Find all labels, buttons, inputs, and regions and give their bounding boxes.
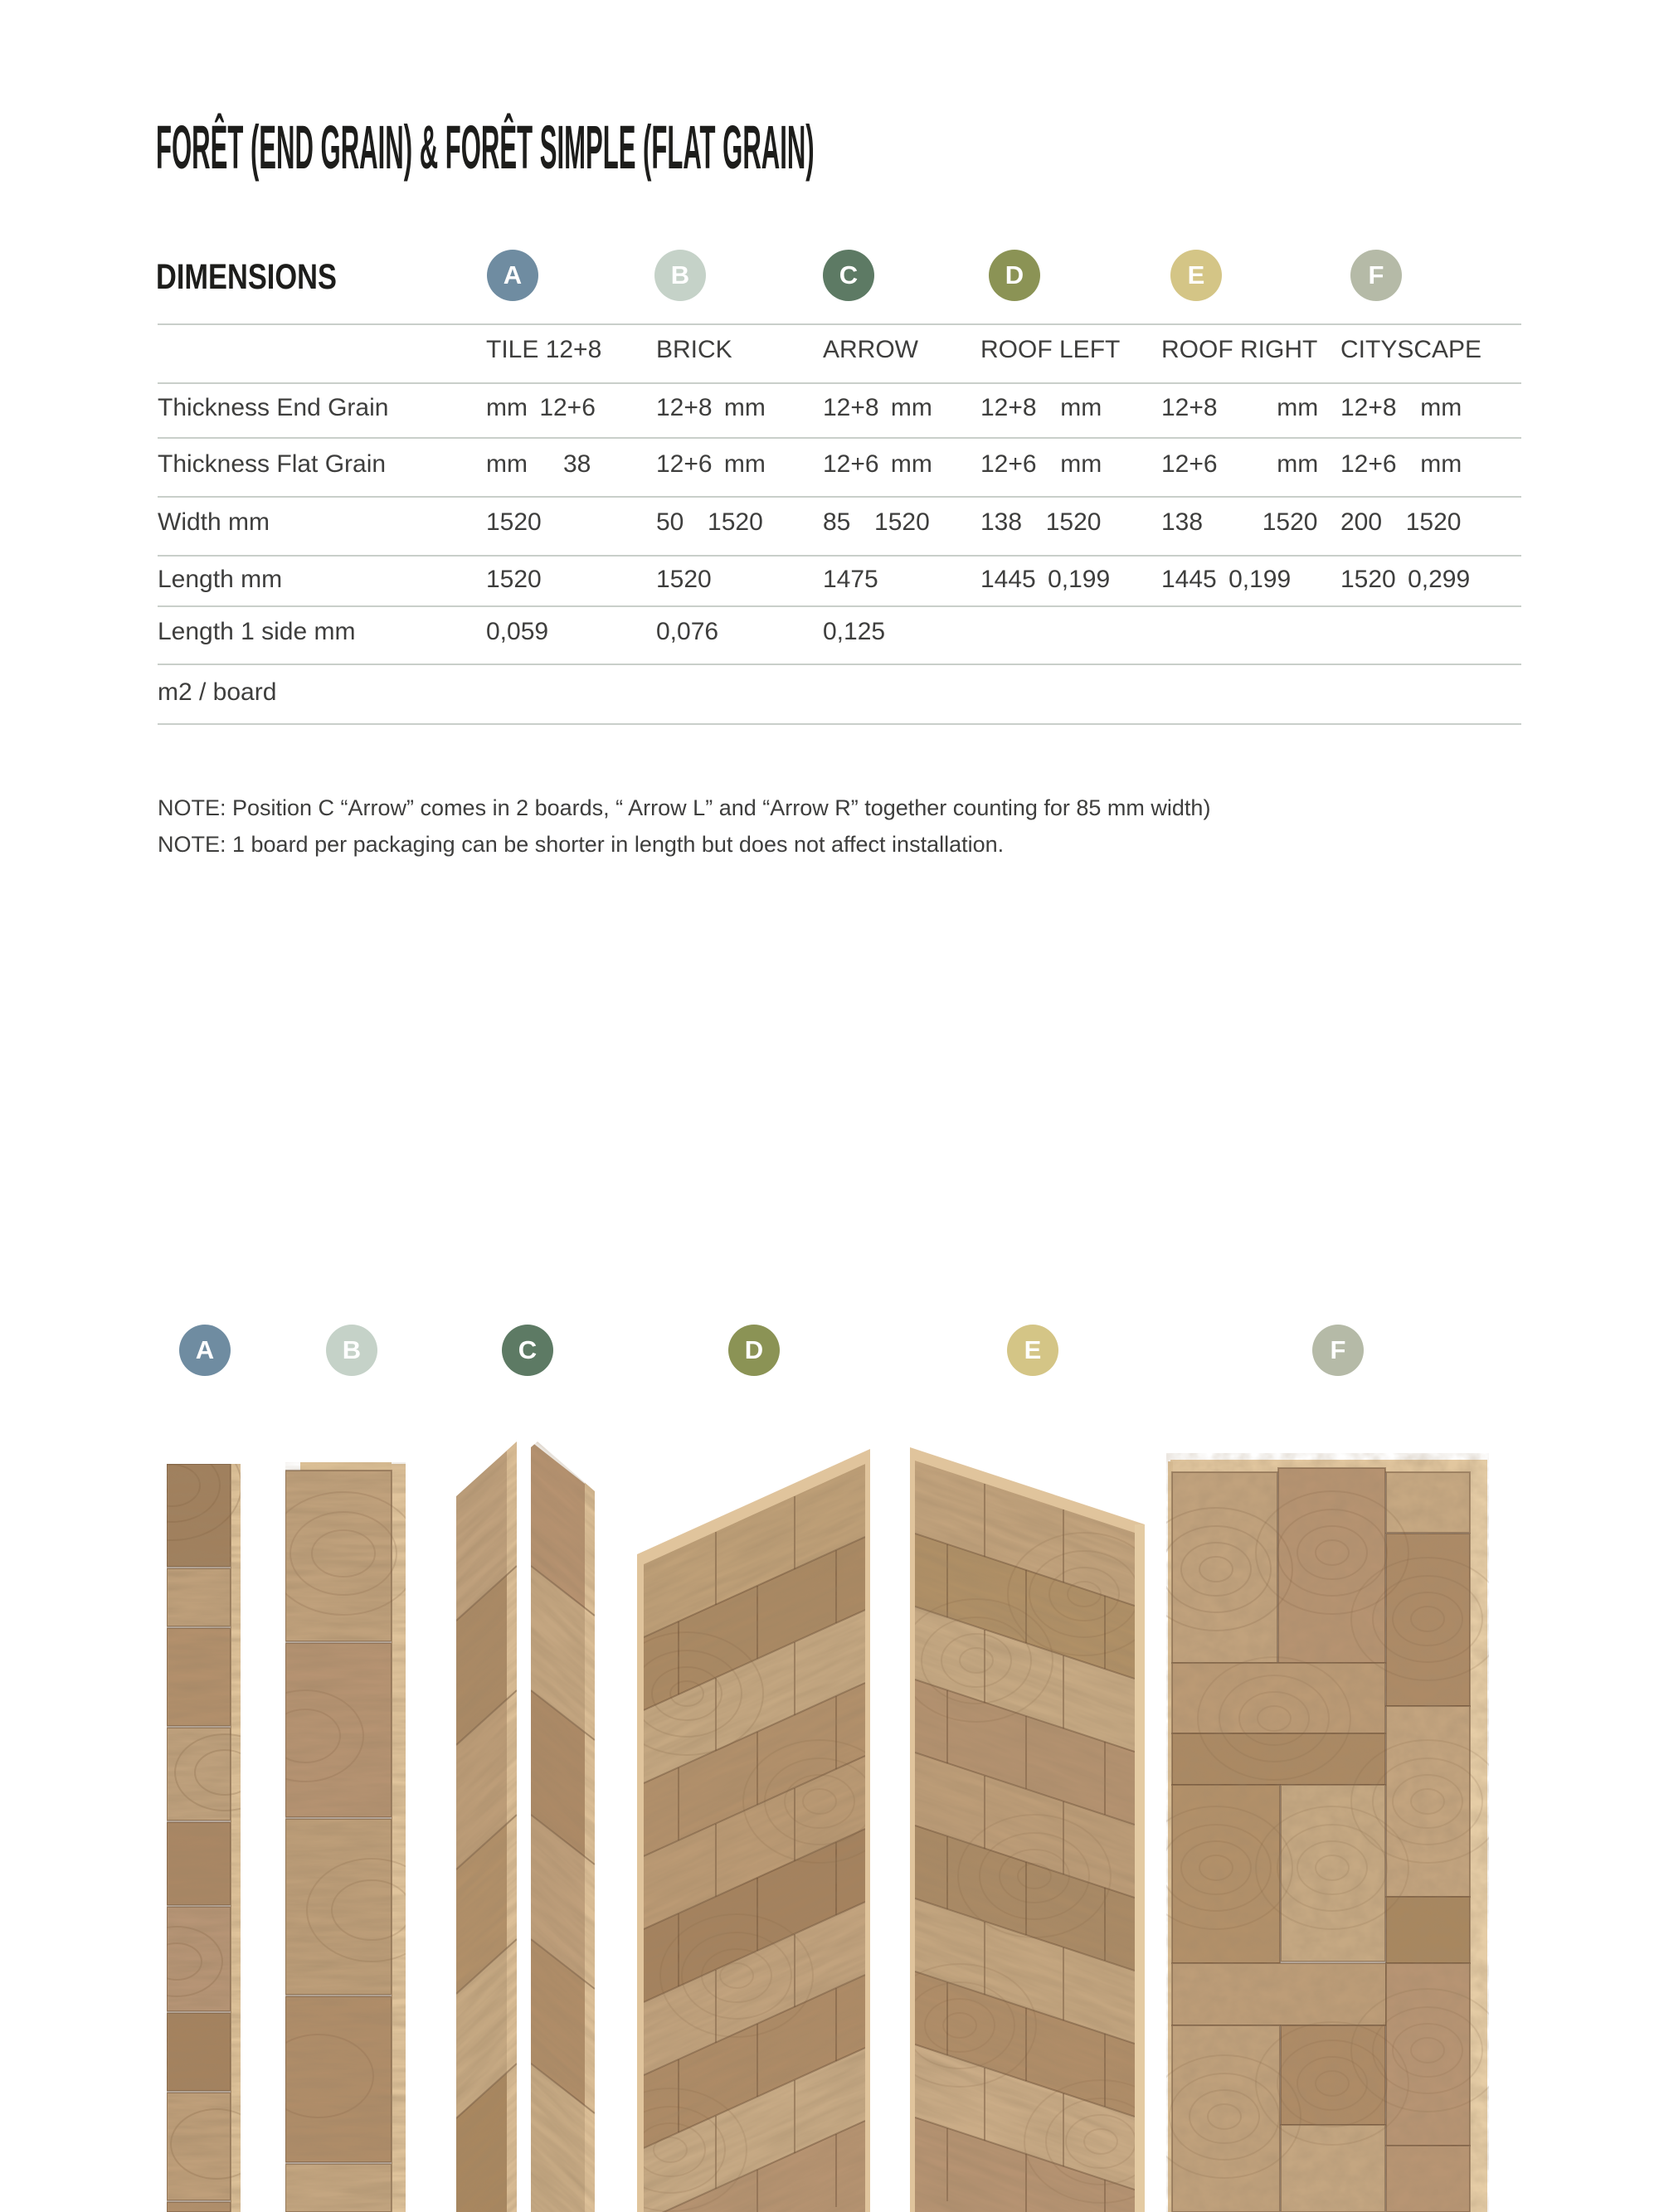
table-cell: 0,076 — [656, 618, 719, 645]
badge-letter: B — [670, 260, 690, 289]
table-cell: 1520 — [656, 566, 712, 593]
badge-letter: F — [1330, 1335, 1346, 1364]
table-cell: 50 1520 — [656, 508, 763, 536]
table-rule — [158, 605, 1521, 607]
table-cell: 12+6 mm — [656, 450, 766, 478]
badge-letter: A — [195, 1335, 215, 1364]
column-header-cityscape: CITYSCAPE — [1340, 336, 1482, 363]
column-badge-f — [1350, 250, 1402, 301]
table-rule — [158, 437, 1521, 439]
table-cell: 12+8 mm — [980, 394, 1102, 421]
table-cell: mm 12+6 — [486, 394, 596, 421]
row-label: Thickness End Grain — [158, 394, 389, 421]
row-label: Length mm — [158, 566, 283, 593]
badge-letter: E — [1187, 260, 1205, 289]
column-header-roof-right: ROOF RIGHT — [1161, 336, 1318, 363]
table-cell: 0,059 — [486, 618, 549, 645]
row-label: Thickness Flat Grain — [158, 450, 387, 478]
badge-letter: D — [744, 1335, 764, 1364]
row-label: Width mm — [158, 508, 270, 536]
table-cell: 12+6 mm — [1340, 450, 1462, 478]
table-cell: 12+8 mm — [823, 394, 932, 421]
column-badge-c — [823, 250, 874, 301]
table-cell: 1475 — [823, 566, 878, 593]
column-badge-b — [654, 250, 706, 301]
row-label: m2 / board — [158, 678, 277, 706]
table-rule — [158, 555, 1521, 557]
table-cell: 1445 0,199 — [980, 566, 1111, 593]
badge-letter: A — [503, 260, 523, 289]
table-cell: 1445 0,199 — [1161, 566, 1292, 593]
table-rule — [158, 664, 1521, 665]
column-badge-a — [487, 250, 538, 301]
badge-letter: B — [342, 1335, 362, 1364]
table-cell: 12+8 mm — [656, 394, 766, 421]
badge-letter: C — [518, 1335, 538, 1364]
badge-letter: D — [1005, 260, 1024, 289]
gallery-badge-e — [1007, 1325, 1058, 1376]
table-cell: 85 1520 — [823, 508, 930, 536]
table-rule — [158, 496, 1521, 498]
table-rule — [158, 723, 1521, 725]
table-cell: 200 1520 — [1340, 508, 1462, 536]
table-cell: 12+8 mm — [1340, 394, 1462, 421]
table-rule — [158, 323, 1521, 325]
column-badge-e — [1170, 250, 1222, 301]
page-title: FORÊT (END GRAIN) & FORÊT SIMPLE (FLAT GRAIN) — [156, 113, 815, 182]
table-rule — [158, 382, 1521, 384]
column-header-tile: TILE 12+8 — [486, 336, 602, 363]
dimensions-heading: DIMENSIONS — [156, 257, 337, 297]
column-header-roof-left: ROOF LEFT — [980, 336, 1121, 363]
panel-cityscape-artwork — [1166, 1453, 1489, 2212]
note-packaging: NOTE: 1 board per packaging can be shorter in length but does not affect installation. — [158, 832, 1005, 857]
table-cell: 138 1520 — [980, 508, 1102, 536]
table-cell: 0,125 — [823, 618, 886, 645]
column-badge-d — [989, 250, 1040, 301]
gallery-badge-b — [326, 1325, 377, 1376]
table-cell: 12+8 mm — [1161, 394, 1319, 421]
gallery-badge-d — [728, 1325, 780, 1376]
table-cell: 1520 — [486, 566, 542, 593]
gallery-badge-c — [502, 1325, 553, 1376]
gallery-badge-f — [1312, 1325, 1364, 1376]
gallery-badge-a — [179, 1325, 231, 1376]
row-label: Length 1 side mm — [158, 618, 356, 645]
panel-roof-left-artwork — [637, 1445, 870, 2212]
column-header-brick: BRICK — [656, 336, 732, 363]
table-cell: 12+6 mm — [823, 450, 932, 478]
panel-brick-artwork — [285, 1462, 406, 2212]
panel-roof-right-artwork — [910, 1445, 1145, 2212]
table-cell: mm 38 — [486, 450, 591, 478]
note-arrow-boards: NOTE: Position C “Arrow” comes in 2 boards, “ Arrow L” and “Arrow R” together counting for 85 mm width) — [158, 795, 1211, 820]
panel-tile-artwork — [167, 1464, 241, 2212]
panel-arrow-right-artwork — [531, 1441, 595, 2212]
column-header-arrow: ARROW — [823, 336, 918, 363]
table-cell: 12+6 mm — [980, 450, 1102, 478]
table-cell: 12+6 mm — [1161, 450, 1319, 478]
table-cell: 1520 0,299 — [1340, 566, 1471, 593]
badge-letter: E — [1024, 1335, 1042, 1364]
table-cell: 1520 — [486, 508, 542, 536]
badge-letter: C — [839, 260, 859, 289]
panel-arrow-left-artwork — [456, 1441, 517, 2212]
table-cell: 138 1520 — [1161, 508, 1318, 536]
badge-letter: F — [1368, 260, 1384, 289]
